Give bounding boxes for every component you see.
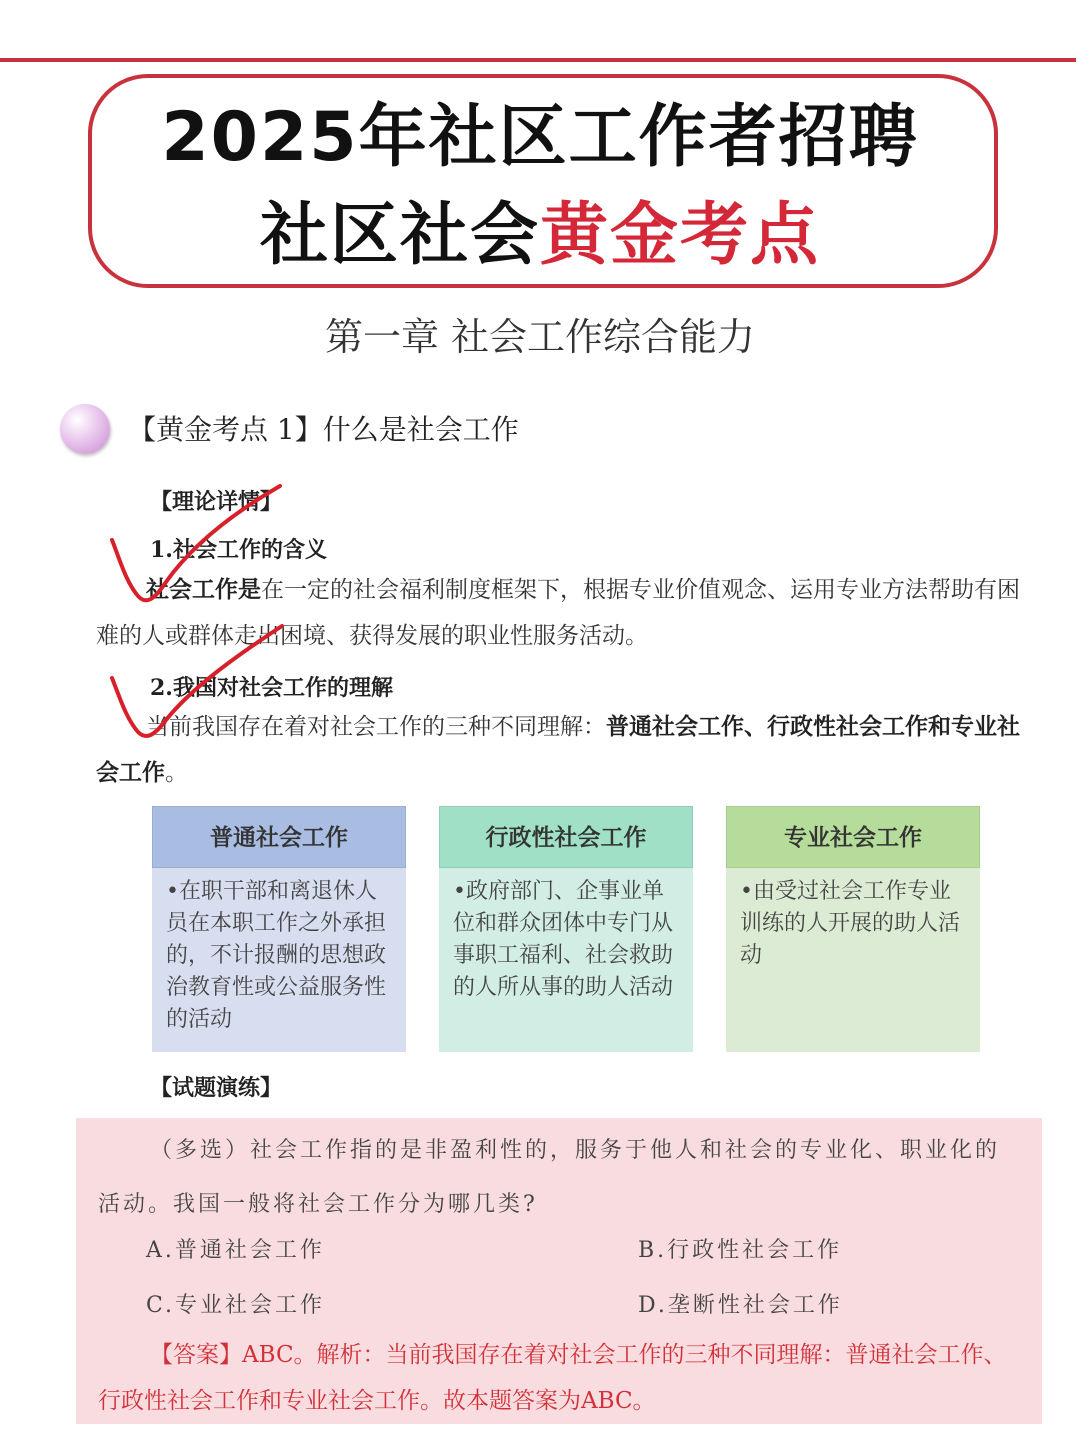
item1-term: 社会工作是 <box>146 576 261 603</box>
item2-bold: 普通社会工作、行政性社会工作和专业社会工作 <box>96 713 1020 786</box>
theory-section-label: 【理论详情】 <box>150 489 283 515</box>
option-c: C.专业社会工作 <box>146 1293 326 1318</box>
card-desc: •由受过社会工作专业训练的人开展的助人活动 <box>726 868 980 1052</box>
card-title: 专业社会工作 <box>726 806 980 868</box>
chapter-heading: 第一章 社会工作综合能力 <box>324 315 756 359</box>
item2-heading: 2.我国对社会工作的理解 <box>150 675 393 701</box>
card-professional <box>726 806 980 1052</box>
card-title: 普通社会工作 <box>152 806 406 868</box>
subtitle-highlight: 黄金考点 <box>540 196 821 275</box>
page-title: 2025年社区工作者招聘 <box>161 98 919 177</box>
practice-section-label: 【试题演练】 <box>150 1075 283 1101</box>
card-title: 行政性社会工作 <box>439 806 693 868</box>
card-desc: •在职干部和离退休人员在本职工作之外承担的，不计报酬的思想政治教育性或公益服务性的活动 <box>152 868 406 1052</box>
subtitle-prefix: 社区社会 <box>259 196 540 275</box>
type-cards <box>152 806 980 1052</box>
item2-end: 。 <box>165 760 188 786</box>
card-desc: •政府部门、企事业单位和群众团体中专门从事职工福利、社会救助的人所从事的助人活动 <box>439 868 693 1052</box>
quiz-question: （多选）社会工作指的是非盈利性的，服务于他人和社会的专业化、职业化的活动。我国一般将社会工作分为哪几类? <box>98 1138 1001 1217</box>
item1-paragraph <box>96 567 1028 659</box>
item1-heading: 1.社会工作的含义 <box>150 537 327 563</box>
page-subtitle <box>0 196 1080 276</box>
item1-text: 在一定的社会福利制度框架下，根据专业价值观念、运用专业方法帮助有困难的人或群体走出困境、获得发展的职业性服务活动。 <box>96 577 1020 649</box>
option-b: B.行政性社会工作 <box>638 1238 843 1263</box>
option-a: A.普通社会工作 <box>146 1238 325 1263</box>
item2-paragraph <box>96 704 1028 796</box>
item2-text: 当前我国存在着对社会工作的三种不同理解： <box>146 714 606 740</box>
option-d: D.垄断性社会工作 <box>638 1293 843 1318</box>
bullet-ball-icon <box>60 404 110 454</box>
top-divider <box>0 58 1076 62</box>
quiz-answer: 【答案】ABC。解析：当前我国存在着对社会工作的三种不同理解：普通社会工作、行政性社会工作和专业社会工作。故本题答案为ABC。 <box>98 1342 1007 1414</box>
point-title: 【黄金考点 1】什么是社会工作 <box>128 413 519 446</box>
card-administrative <box>439 806 693 1052</box>
card-general <box>152 806 406 1052</box>
